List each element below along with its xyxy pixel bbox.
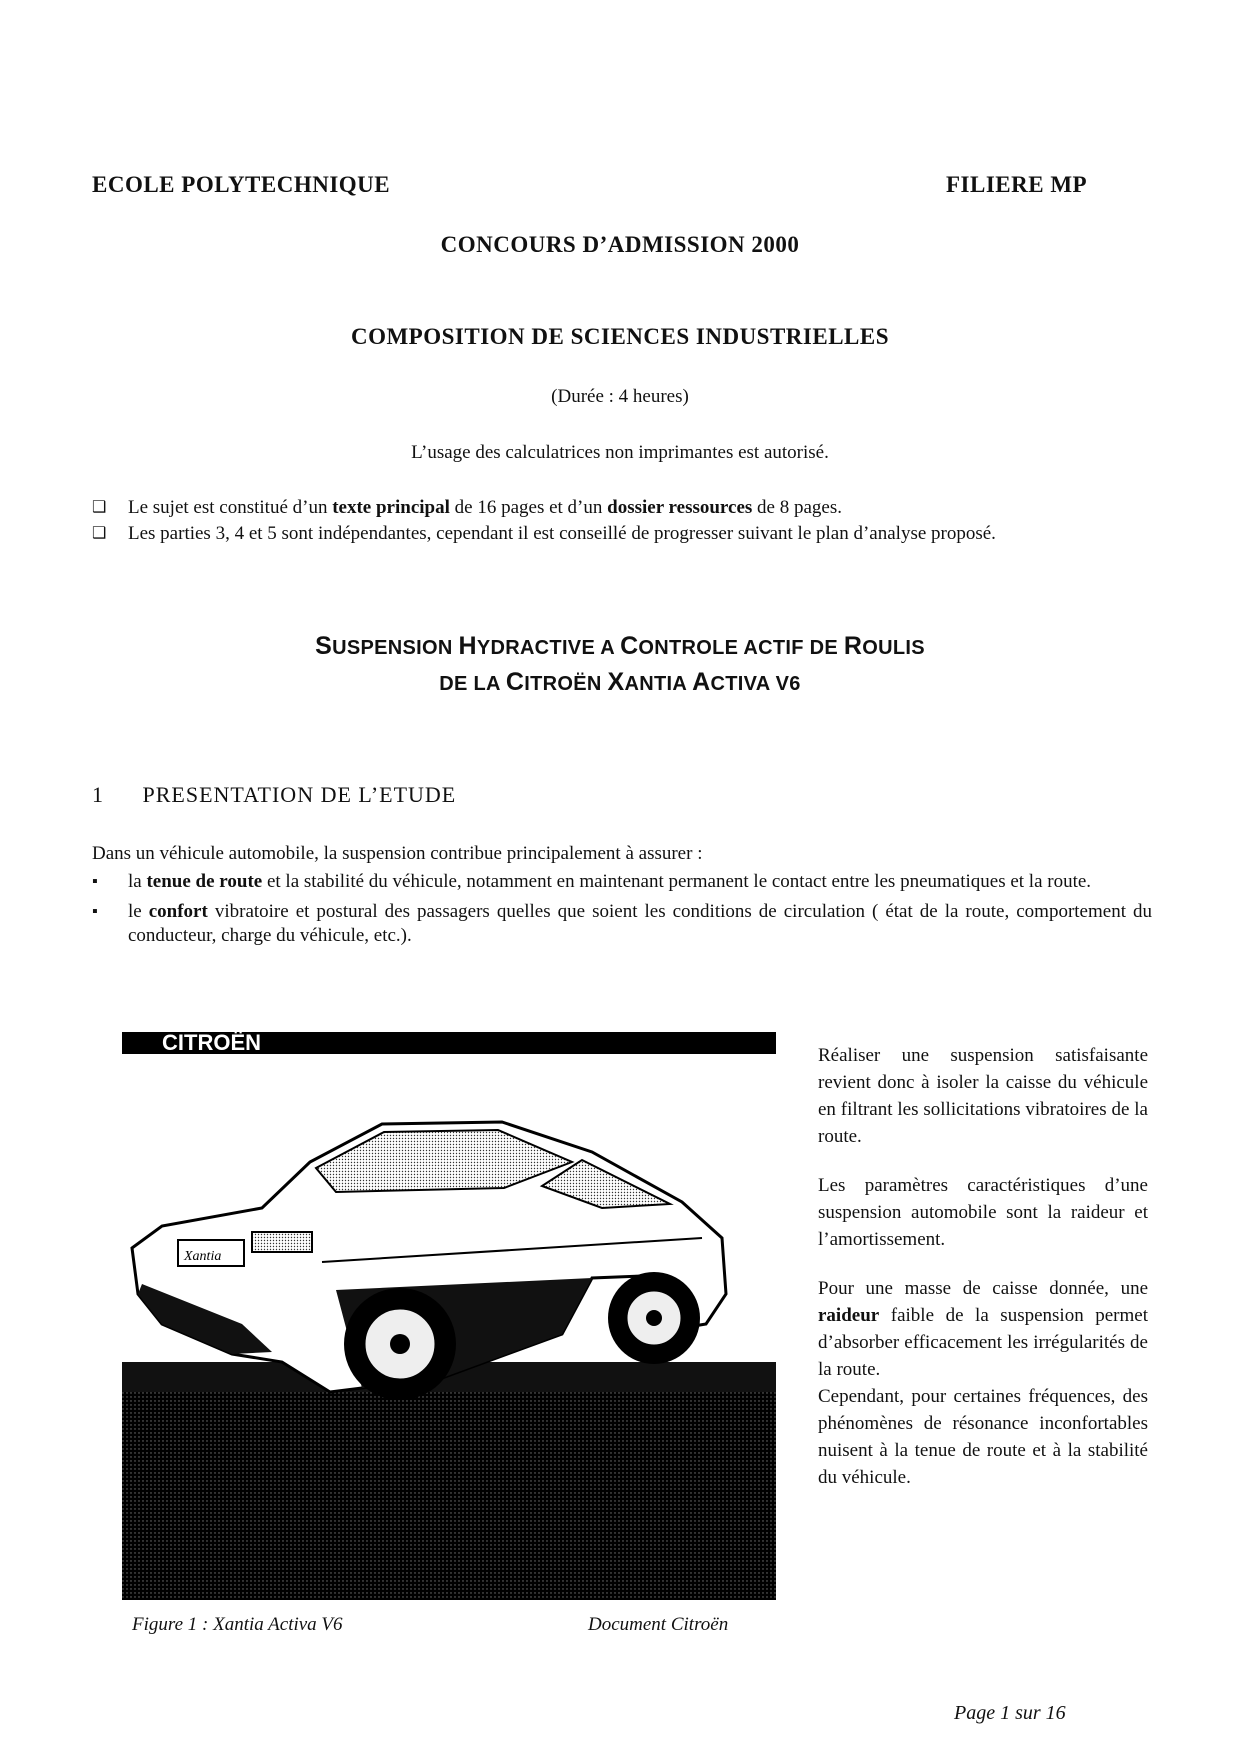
contest-title: CONCOURS D’ADMISSION 2000 xyxy=(440,232,800,257)
exam-notes xyxy=(92,496,1152,548)
checkbox-bullet-icon: ❑ xyxy=(92,525,107,542)
section-heading xyxy=(92,782,456,808)
list-item: ▪ la tenue de route et la stabilité du véhicule, notamment en maintenant permanent le contact entre les pneumatiques et la route. xyxy=(92,871,1092,892)
main-title-line1: SUSPENSION HYDRACTIVE A CONTROLE ACTIF DE ROULIS xyxy=(315,632,925,660)
citroen-banner-logo: CITROËN xyxy=(162,1030,261,1055)
section-title: PRESENTATION DE L’ETUDE xyxy=(142,782,457,807)
page-number: Page 1 sur 16 xyxy=(954,1702,1066,1724)
composition-title: COMPOSITION DE SCIENCES INDUSTRIELLES xyxy=(350,324,890,349)
side-paragraph: Les paramètres caractéristiques d’une suspension automobile sont la raideur et l’amortissement. xyxy=(818,1175,1148,1250)
side-column xyxy=(818,1042,1148,1513)
side-paragraph: Réaliser une suspension satisfaisante revient donc à isoler la caisse du véhicule en filtrant les sollicitations vibratoires de la route. xyxy=(818,1045,1148,1147)
figure-caption: Figure 1 : Xantia Activa V6 xyxy=(132,1614,343,1635)
duration: (Durée : 4 heures) xyxy=(551,386,689,407)
square-bullet-icon: ▪ xyxy=(92,903,98,920)
intro-bullets xyxy=(92,870,1152,950)
intro-text: Dans un véhicule automobile, la suspension contribue principalement à assurer : xyxy=(92,843,703,864)
square-bullet-icon: ▪ xyxy=(92,873,98,890)
note-text: Le sujet est constitué d’un texte principal de 16 pages et d’un dossier ressources de 8 pages. xyxy=(128,497,842,518)
note-item xyxy=(92,522,1152,546)
note-text: Les parties 3, 4 et 5 sont indépendantes, cependant il est conseillé de progresser suivant le plan d’analyse proposé. xyxy=(128,523,996,544)
section-number: 1 xyxy=(92,782,104,807)
figure-credit: Document Citroën xyxy=(588,1614,729,1635)
figure-car-photo xyxy=(122,1032,776,1600)
side-paragraph: Pour une masse de caisse donnée, une raideur faible de la suspension permet d’absorber efficacement les irrégularités de la route. xyxy=(818,1278,1148,1380)
track-name: FILIERE MP xyxy=(946,172,1088,197)
school-name: ECOLE POLYTECHNIQUE xyxy=(92,172,391,197)
main-title-line2: DE LA CITROËN XANTIA ACTIVA V6 xyxy=(439,668,801,696)
checkbox-bullet-icon: ❑ xyxy=(92,499,107,516)
calculators-notice: L’usage des calculatrices non imprimantes est autorisé. xyxy=(411,442,829,463)
side-paragraph: Cependant, pour certaines fréquences, des phénomènes de résonance inconfortables nuisent à la tenue de route et à la stabilité du véhicule. xyxy=(818,1386,1148,1488)
list-item: ▪ le confort vibratoire et postural des passagers quelles que soient les conditions de circulation ( état de la route, comportement du conducteur, charge du véhicule, etc.). xyxy=(92,901,1152,946)
grille-badge: Xantia xyxy=(184,1249,222,1264)
note-item xyxy=(92,496,1152,520)
car-illustration xyxy=(122,1032,776,1600)
